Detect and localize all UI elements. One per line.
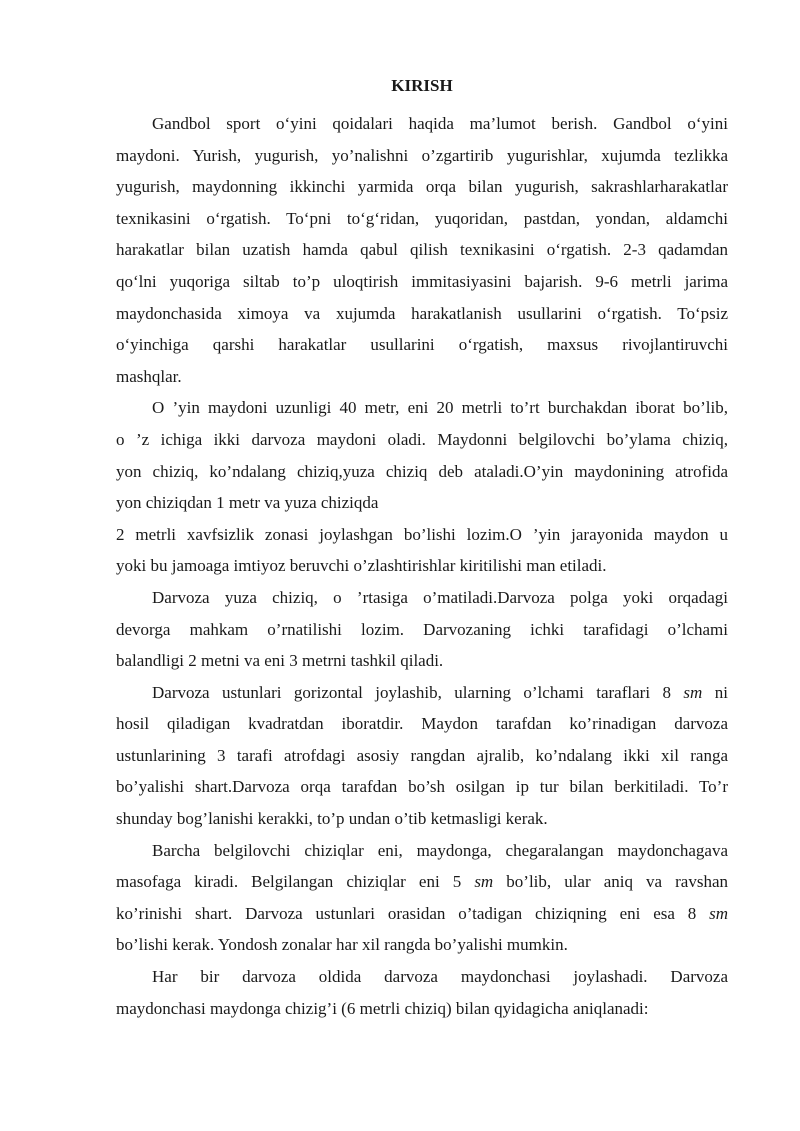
text-line: Har bir darvoza oldida darvoza maydonchasi joylashadi. Darvoza [152, 967, 728, 987]
text-line: o ’z ichiga ikki darvoza maydoni oladi. Maydonni belgilovchi bo’ylama chiziq, [116, 429, 728, 449]
text-line: yon chiziqdan 1 metr va yuza chiziqda [116, 493, 379, 513]
text-line: maydoni. Yurish, yugurish, yo’nalishni o’zgartirib yugurishlar, xujumda tezlikka [116, 145, 728, 165]
text-line: Barcha belgilovchi chiziqlar eni, maydonga, chegaralangan maydonchagava [152, 840, 728, 860]
paragraph [116, 677, 728, 835]
text-line: Darvoza ustunlari gorizontal joylashib, ularning o’lchami taraflari 8 sm ni [152, 682, 728, 702]
text-line: yoki bu jamoaga imtiyoz beruvchi o’zlashtirishlar kiritilishi man etiladi. [116, 556, 607, 576]
text-line: balandligi 2 metni va eni 3 metrni tashkil qiladi. [116, 651, 444, 671]
text-line: devorga mahkam o’rnatilishi lozim. Darvozaning ichki tarafidagi o’lchami [116, 619, 728, 639]
paragraph [116, 108, 728, 392]
page-title: KIRISH [391, 76, 453, 95]
text-line: mashqlar. [116, 366, 182, 386]
text-line: yugurish, maydonning ikkinchi yarmida orqa bilan yugurish, sakrashlarharakatlar [116, 177, 728, 197]
text-line: o‘yinchiga qarshi harakatlar usullarini o‘rgatish, maxsus rivojlantiruvchi [116, 335, 728, 355]
text-line: masofaga kiradi. Belgilangan chiziqlar eni 5 sm bo’lib, ular aniq va ravshan [116, 872, 729, 892]
text-line: qo‘lni yuqoriga siltab to’p uloqtirish immitasiyasini bajarish. 9-6 metrli jarima [116, 271, 728, 291]
text-line: 2 metrli xavfsizlik zonasi joylashgan bo’lishi lozim.O ’yin jarayonida maydon u [116, 524, 728, 544]
text-line: texnikasini o‘rgatish. To‘pni to‘g‘ridan, yuqoridan, pastdan, yondan, aldamchi [116, 208, 728, 228]
text-line: ustunlarining 3 tarafi atrofdagi asosiy rangdan ajralib, ko’ndalang ikki xil ranga [116, 745, 728, 765]
text-line: maydonchasida ximoya va xujumda harakatlanish usullarini o‘rgatish. To‘psiz [116, 303, 728, 323]
paragraph [116, 835, 728, 961]
text-line: shunday bog’lanishi kerakki, to’p undan o’tib ketmasligi kerak. [116, 809, 548, 829]
text-line: harakatlar bilan uzatish hamda qabul qilish texnikasini o‘rgatish. 2-3 qadamdan [116, 240, 728, 260]
paragraph [116, 582, 728, 677]
document-body [116, 108, 728, 1024]
text-line: bo’lishi kerak. Yondosh zonalar har xil rangda bo’yalishi mumkin. [116, 935, 568, 955]
text-line: maydonchasi maydonga chizig’i (6 metrli chiziq) bilan qyidagicha aniqlanadi: [116, 998, 649, 1018]
text-line: ko’rinishi shart. Darvoza ustunlari orasidan o’tadigan chiziqning eni esa 8 sm [116, 903, 728, 923]
text-line: Darvoza yuza chiziq, o ’rtasiga o’matiladi.Darvoza polga yoki orqadagi [152, 587, 728, 607]
paragraph [116, 961, 728, 1024]
text-line: Gandbol sport o‘yini qoidalari haqida ma’lumot berish. Gandbol o‘yini [152, 114, 728, 133]
text-line: hosil qiladigan kvadratdan iboratdir. Maydon tarafdan ko’rinadigan darvoza [116, 714, 728, 734]
paragraph [116, 392, 728, 582]
text-line: yon chiziq, ko’ndalang chiziq,yuza chiziq deb ataladi.O’yin maydonining atrofida [116, 461, 728, 481]
text-line: O ’yin maydoni uzunligi 40 metr, eni 20 metrli to’rt burchakdan iborat bo’lib, [152, 398, 728, 418]
text-line: bo’yalishi shart.Darvoza orqa tarafdan bo’sh osilgan ip tur bilan berkitiladi. To’r [116, 777, 728, 797]
